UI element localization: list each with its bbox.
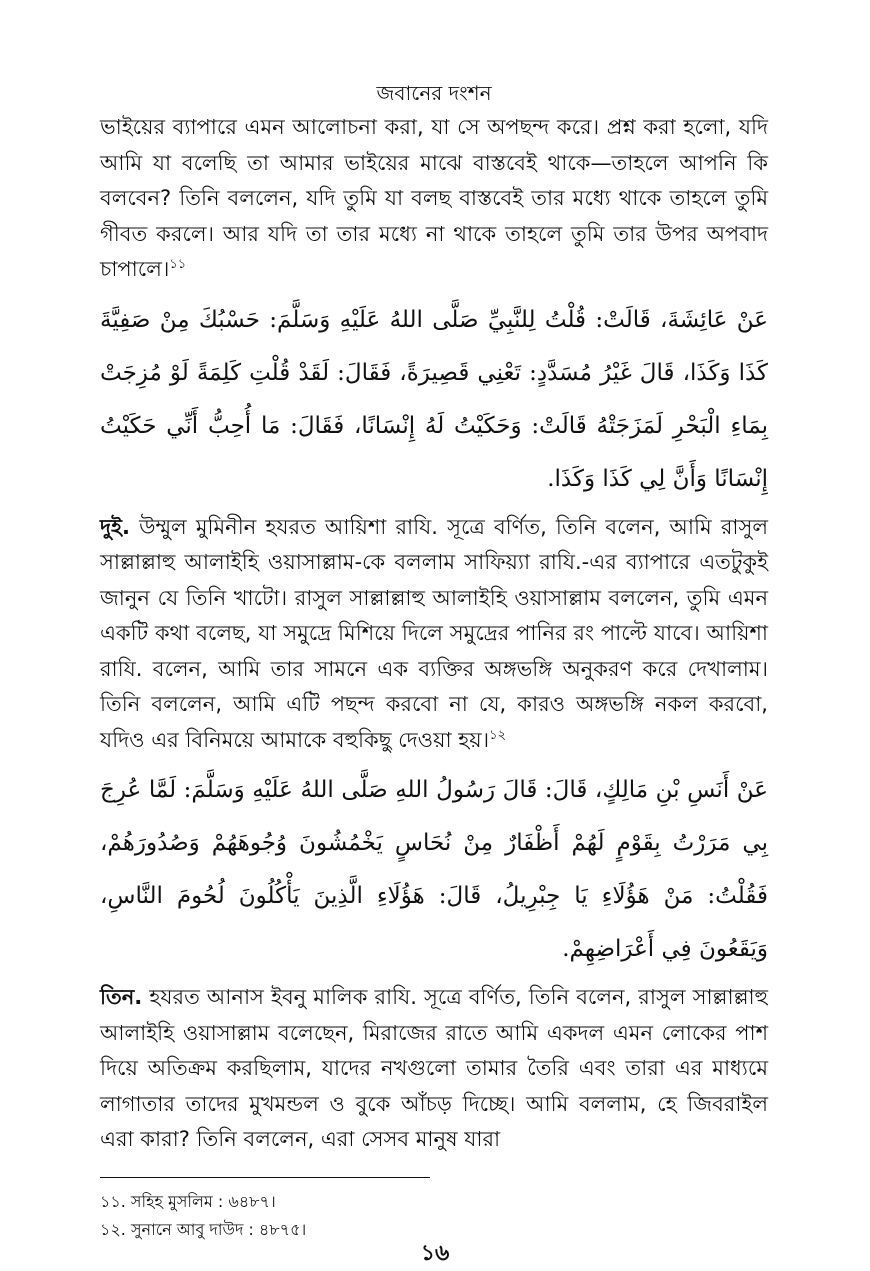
page-number: ১৬: [420, 1241, 450, 1266]
arabic-hadith-1: عَنْ عَائِشَةَ، قَالَتْ: قُلْتُ لِلنَّبِيِّ صَلَّى اللهُ عَلَيْهِ وَسَلَّمَ: حَسْبُكَ مِنْ صَفِيَّةَ كَذَا وَكَذَا، قَالَ غَيْرُ مُسَدَّدٍ: تَعْنِي قَصِيرَةً، فَقَالَ: لَقَدْ قُلْتِ كَلِمَةً لَوْ مُزِجَتْ بِمَاءِ الْبَحْرِ لَمَزَجَتْهُ قَالَتْ: وَحَكَيْتُ لَهُ إِنْسَانًا، فَقَالَ: مَا أُحِبُّ أَنِّي حَكَيْتُ إِنْسَانًا وَأَنَّ لِي كَذَا وَكَذَا.: [100, 306, 768, 492]
paragraph-3-text: হযরত আনাস ইবনু মালিক রাযি. সূত্রে বর্ণিত, তিনি বলেন, রাসুল সাল্লাল্লাহু আলাইহি ওয়াসাল্লাম বলেছেন, মিরাজের রাতে আমি একদল এমন লোকের পাশ দিয়ে অতিক্রম করছিলাম, যাদের নখগুলো তামার তৈরি এবং তারা এর মাধ্যমে লাগাতার তাদের মুখমন্ডল ও বুকে আঁচড় দিচ্ছে। আমি বললাম, হে জিবরাইল এরা কারা? তিনি বললেন, এরা সেসব মানুষ যারা: [100, 985, 768, 1151]
paragraph-1: [100, 110, 768, 288]
paragraph-2-text: উম্মুল মুমিনীন হযরত আয়িশা রাযি. সূত্রে বর্ণিত, তিনি বলেন, আমি রাসুল সাল্লাল্লাহু আলাইহি ওয়াসাল্লাম-কে বললাম সাফিয়্যা রাযি.-এর ব্যাপারে এতটুকুই জানুন যে তিনি খাটো। রাসুল সাল্লাল্লাহু আলাইহি ওয়াসাল্লাম বললেন, তুমি এমন একটি কথা বলেছ, যা সমুদ্রে মিশিয়ে দিলে সমুদ্রের পানির রং পাল্টে যাবে। আয়িশা রাযি. বলেন, আমি তার সামনে এক ব্যক্তির অঙ্গভঙ্গি অনুকরণ করে দেখালাম। তিনি বললেন, আমি এটি পছন্দ করবো না যে, কারও অঙ্গভঙ্গি নকল করবো, যদিও এর বিনিময়ে আমাকে বহুকিছু দেওয়া হয়।: [100, 514, 768, 752]
arabic-hadith-2: عَنْ أَنَسِ بْنِ مَالِكٍ، قَالَ: قَالَ رَسُولُ اللهِ صَلَّى اللهُ عَلَيْهِ وَسَلَّمَ: لَمَّا عُرِجَ بِي مَرَرْتُ بِقَوْمٍ لَهُمْ أَظْفَارٌ مِنْ نُحَاسٍ يَخْمُشُونَ وُجُوهَهُمْ وَصُدُورَهُمْ، فَقُلْتُ: مَنْ هَؤُلَاءِ يَا جِبْرِيلُ، قَالَ: هَؤُلَاءِ الَّذِينَ يَأْكُلُونَ لُحُومَ النَّاسِ، وَيَقَعُونَ فِي أَعْرَاضِهِمْ.: [100, 777, 768, 962]
paragraph-2-lead: দুই.: [100, 514, 130, 539]
footnote-ref-11[interactable]: ১১: [169, 257, 187, 272]
footnotes: [100, 1188, 768, 1244]
footnote-12: ১২. সুনানে আবু দাউদ : ৪৮৭৫।: [100, 1220, 307, 1239]
footnote-11: ১১. সহিহ মুসলিম : ৬৪৮৭।: [100, 1192, 276, 1211]
page-body: [100, 78, 768, 1158]
footnote-divider: [100, 1177, 430, 1178]
paragraph-1-text: ভাইয়ের ব্যাপারে এমন আলোচনা করা, যা সে অপছন্দ করে। প্রশ্ন করা হলো, যদি আমি যা বলেছি তা আমার ভাইয়ের মাঝে বাস্তবেই থাকে—তাহলে আপনি কি বলবেন? তিনি বললেন, যদি তুমি যা বলছ বাস্তবেই তার মধ্যে থাকে তাহলে তুমি গীবত করলে। আর যদি তা তার মধ্যে না থাকে তাহলে তুমি তার উপর অপবাদ চাপালে।: [100, 115, 768, 281]
paragraph-3-lead: তিন.: [100, 985, 143, 1009]
running-head: জবানের দংশন: [376, 81, 492, 105]
paragraph-2: [100, 510, 768, 759]
paragraph-3: [100, 980, 768, 1158]
footnote-ref-12[interactable]: ১২: [489, 727, 507, 743]
